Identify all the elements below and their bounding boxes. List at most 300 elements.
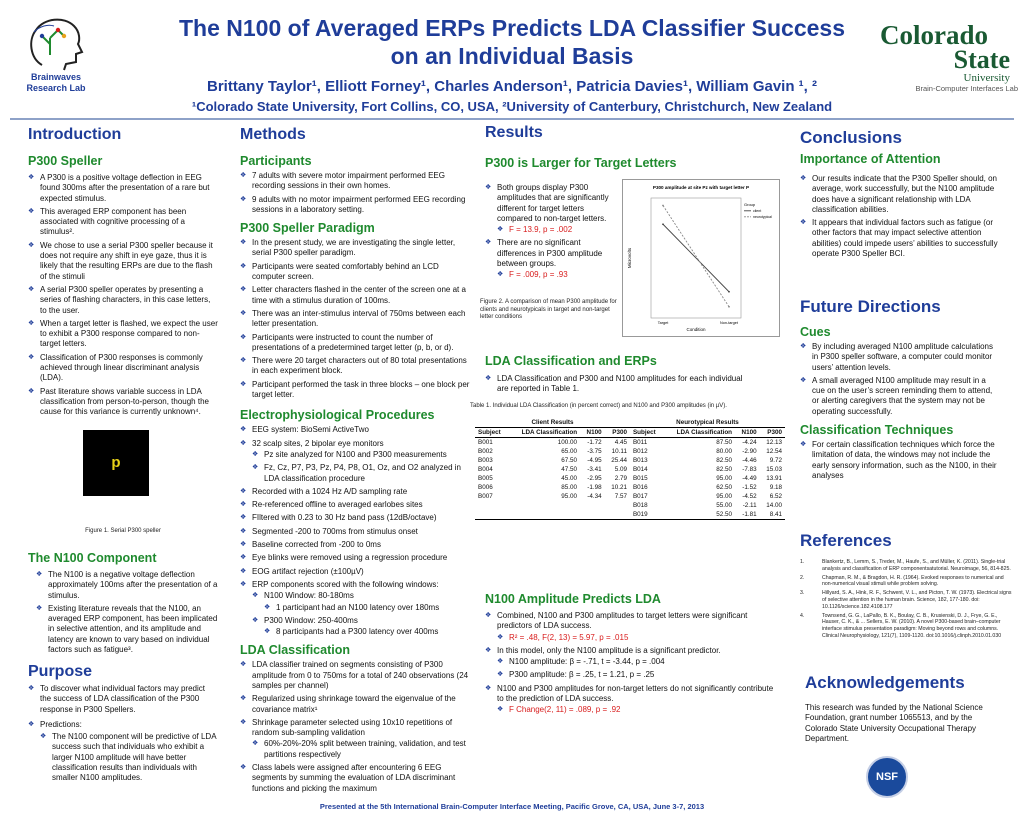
future-heading: Future Directions xyxy=(800,297,941,316)
ephys-item-text: FIltered with 0.23 to 30 Hz band pass (12dB/octave) xyxy=(252,513,437,523)
ephys-item-text: Eye blinks were removed using a regression procedure xyxy=(252,553,448,563)
table-cell: B019 xyxy=(632,511,648,518)
table-cell: B007 xyxy=(478,493,493,500)
table-cell: -4.95 xyxy=(587,457,602,464)
window-subitem xyxy=(264,627,470,637)
csu-logo-line1: Colorado xyxy=(880,20,988,50)
reference-number: 3. xyxy=(800,590,805,597)
lda-method-item xyxy=(240,718,470,760)
p300-chart-svg xyxy=(623,180,779,336)
lda-method-item-subitem xyxy=(252,739,470,760)
table-cell: -3.41 xyxy=(587,466,602,473)
attention-item xyxy=(800,218,1000,259)
table-cell: 67.50 xyxy=(561,457,578,464)
window-subitem xyxy=(264,603,470,613)
n100-item-text: The N100 is a negative voltage deflection approximately 100ms after the presentation of a stimulus. xyxy=(48,570,218,600)
table-cell: -2.11 xyxy=(742,502,757,509)
n100-sub2-item xyxy=(497,670,780,680)
table-cell xyxy=(605,510,630,520)
table-header-row xyxy=(475,428,785,438)
table-cell: 100.00 xyxy=(557,439,578,446)
table-cell: B018 xyxy=(632,502,648,509)
window-subitem-text: 8 participants had a P300 latency over 400ms xyxy=(276,627,439,637)
nsf-logo xyxy=(866,756,908,798)
table-column-header: N100 xyxy=(586,429,602,436)
references-section xyxy=(800,531,1015,642)
table-row xyxy=(475,456,785,465)
p300-results-text xyxy=(485,183,620,284)
ephys-item-text: Baseline corrected from -200 to 0ms xyxy=(252,540,381,550)
lda-erps-item xyxy=(485,374,750,395)
paradigm-item xyxy=(240,356,470,377)
table1-caption: Table 1. Individual LDA Classification (in percent correct) and N100 and P300 amplitudes (in µV). xyxy=(470,403,727,409)
n100-result-item2 xyxy=(485,646,780,681)
n100-stat3-item xyxy=(497,705,780,715)
table-cell: 87.50 xyxy=(716,439,733,446)
chart-legend-title: Group xyxy=(744,202,756,207)
table-cell: 9.72 xyxy=(769,457,782,464)
ephys-item xyxy=(240,567,470,577)
table-cell: 95.00 xyxy=(716,475,733,482)
table-column-header: Subject xyxy=(478,429,501,436)
csu-logo-line3: University xyxy=(963,72,1010,84)
ephys-item-subitem-text: Fz, Cz, P7, P3, Pz, P4, P8, O1, Oz, and O2 analyzed in LDA classification procedure xyxy=(264,463,461,483)
p300-chart xyxy=(622,179,780,337)
chart-point-neurotypical xyxy=(662,205,664,207)
table-cell: 4.45 xyxy=(614,439,627,446)
ephys-item-text: Re-referenced offline to averaged earlobes sites xyxy=(252,500,423,510)
window-subitem-text: 1 participant had an N100 latency over 180ms xyxy=(276,602,440,612)
table-cell: B013 xyxy=(632,457,648,464)
ephys-item-text: ERP components scored with the following windows: xyxy=(252,579,439,589)
attention-item-text: Our results indicate that the P300 Speller should, on average, work successfully, but the N100 amplitude does have a significant relationship with LDA classification abilities. xyxy=(812,174,997,214)
table-cell: 13.91 xyxy=(766,475,782,482)
table-cell xyxy=(580,501,605,510)
table-cell: 6.52 xyxy=(769,493,782,500)
table-cell: -4.24 xyxy=(742,439,757,446)
n100-sub1-item xyxy=(497,657,780,667)
reference-item xyxy=(800,575,1015,589)
participants-heading: Participants xyxy=(240,154,312,168)
table-cell: B004 xyxy=(478,466,493,473)
table-cell: 47.50 xyxy=(561,466,578,473)
techniques-item xyxy=(800,440,1000,481)
figure1-caption: Figure 1. Serial P300 speller xyxy=(85,528,161,534)
reference-text: Townsend, G. G., LaPallo, B. K., Boulay, C. B., Krusienski, D. J., Frye, G. E., Hauser, C. K., & ... Sellers, E. W. (2010). A novel P300-based brain–computer interface stimulus presentation paradigm: Moving beyond rows and columns. Clinical Neurophysiology, 121(7), 1109-1120. doi:10.1016/j.clinph.2010.01.030 xyxy=(822,612,1002,639)
footer: Presented at the 5th International Brain-Computer Interface Meeting, Pacific Grove, CA, USA, June 3-7, 2013 xyxy=(319,802,705,811)
cues-item-text: By including averaged N100 amplitude calculations in P300 speller software, a computer could monitor users’ attention levels. xyxy=(812,342,993,372)
cues-item xyxy=(800,342,1000,373)
predictions-item xyxy=(28,720,218,784)
p300-speller-heading: P300 Speller xyxy=(28,154,103,168)
n100-item xyxy=(36,604,218,655)
table-row xyxy=(475,510,785,520)
lda-classification-heading: LDA Classification xyxy=(240,643,350,658)
n100-result-item3 xyxy=(485,684,780,716)
cues-heading: Cues xyxy=(800,325,831,339)
table-cell: B011 xyxy=(632,439,648,446)
n100-heading: The N100 Component xyxy=(28,551,157,565)
chart-point-client xyxy=(662,223,664,225)
purpose-list xyxy=(28,684,218,715)
neuro-group-header: Neurotypical Results xyxy=(676,419,739,426)
paradigm-item xyxy=(240,333,470,354)
p300-speller-item xyxy=(28,353,218,384)
lda-method-item-text: LDA classifier trained on segments consisting of P300 amplitude from 0 to 750ms for a total of 240 observations (24 samples per channel) xyxy=(252,660,469,690)
chart-x-tick: Target xyxy=(657,321,669,325)
paradigm-item xyxy=(240,380,470,401)
table-row xyxy=(475,447,785,456)
purpose-section xyxy=(28,663,218,787)
attention-item-text: It appears that individual factors such as fatigue (or other factors that may impact selective attention abilities) could impede users’ abilities to successfully operate P300 Speller BCI. xyxy=(812,218,998,259)
chart-legend-label: client xyxy=(753,209,762,213)
n100-stat3: F Change(2, 11) = .089, p = .92 xyxy=(509,705,621,715)
participants-item-text: 9 adults with no motor impairment performed EEG recording sessions in a laboratory setting. xyxy=(252,194,466,214)
prediction-item-text: The N100 component will be predictive of LDA success such that individuals who exhibit a larger N100 amplitude will have better classification results than individuals with smaller N100 amplitudes. xyxy=(52,732,217,783)
table-column-header: P300 xyxy=(612,429,627,436)
p300-speller-item xyxy=(28,319,218,350)
n100-results-text xyxy=(485,611,780,719)
table-cell: 95.00 xyxy=(561,493,578,500)
p300-stat2: F = .009, p = .93 xyxy=(509,270,568,280)
table-cell: -4.49 xyxy=(742,475,757,482)
techniques-item-text: For certain classification techniques which force the limitation of data, the windows may not include the early sensory information, such as the N100, in their analyses xyxy=(812,440,997,480)
window-sublist xyxy=(264,603,470,613)
window-item-text: N100 Window: 80-180ms xyxy=(264,591,354,601)
ephys-item xyxy=(240,527,470,537)
paradigm-item xyxy=(240,262,470,283)
csu-logo xyxy=(880,22,1020,93)
table-cell: B005 xyxy=(478,475,493,482)
reference-item xyxy=(800,613,1015,640)
reference-text: Hillyard, S. A., Hink, R. F., Schwent, V. L., and Picton, T. W. (1973). Electrical signs of selective attention in the human brain. Science, 182, 177-180. doi: 10.1126/science.182.4108.177 xyxy=(822,590,1012,610)
table-column-header: P300 xyxy=(767,429,782,436)
reference-text: Chapman, R. M., & Bragdon, H. R. (1964). Evoked responses to numerical and non-numerical visual stimuli while problem solving. xyxy=(822,574,1004,588)
ephys-item-text: Segmented -200 to 700ms from stimulus onset xyxy=(252,526,418,536)
participants-item xyxy=(240,171,470,192)
header-divider xyxy=(10,118,1014,120)
lda-method-item-sublist xyxy=(252,739,470,760)
n100-result-text3: N100 and P300 amplitudes for non-target letters do not significantly contribute to the prediction of LDA success. xyxy=(497,683,774,704)
table-cell: -1.72 xyxy=(587,439,602,446)
n100-sub1: N100 amplitude: β = -.71, t = -3.44, p = .004 xyxy=(509,657,665,667)
ephys-item-text: EEG system: BioSemi ActiveTwo xyxy=(252,425,369,435)
n100-stat1-item xyxy=(497,633,780,643)
table-cell: 7.57 xyxy=(614,493,627,500)
paradigm-heading: P300 Speller Paradigm xyxy=(240,221,375,236)
table-cell: -1.98 xyxy=(587,484,602,491)
table-cell: B002 xyxy=(478,448,493,455)
methods-heading: Methods xyxy=(240,126,306,143)
reference-text: Blankertz, B., Lemm, S., Treder, M., Haufe, S., and Müller, K. (2011). Single-trial analysis and classification of ERP componentsatutorial. Neuroimage, 56, 814-825. xyxy=(822,559,1011,572)
table-cell: -1.81 xyxy=(742,511,757,518)
table-cell: B016 xyxy=(632,484,648,491)
prediction-item xyxy=(40,732,218,783)
table-row xyxy=(475,492,785,501)
ephys-item xyxy=(240,439,470,484)
n100-section xyxy=(28,551,218,658)
ephys-item-subitem-text: Pz site analyzed for N100 and P300 measurements xyxy=(264,449,447,459)
paradigm-item-text: Participants were instructed to count the number of presentations of a predetermined target letter (p, b, or d). xyxy=(252,332,454,352)
p300-speller-item-text: We chose to use a serial P300 speller because it does not require any shift in eye gaze, thus it is likely that the resulting ERPs are due to the flash of the stimuli xyxy=(40,240,213,281)
table-cell: 82.50 xyxy=(716,466,733,473)
lda-method-item-text: Regularized using shrinkage toward the eigenvalue of the covariance matrix¹ xyxy=(252,694,456,714)
lda-method-item xyxy=(240,694,470,715)
table-column-header: LDA Classification xyxy=(521,429,578,436)
cues-item xyxy=(800,376,1000,417)
table-cell: 65.00 xyxy=(561,448,578,455)
acknowledgements-text: This research was funded by the National Science Foundation, grant number 1065513, and by the Colorado State University Occupational Therapy Department. xyxy=(805,703,983,743)
p300-speller-item-text: A serial P300 speller operates by presenting a series of flashing characters, in this case letters, to the user. xyxy=(40,284,211,315)
paradigm-item xyxy=(240,309,470,330)
lda-method-item-text: Class labels were assigned after encountering 6 EEG segments by summing the evaluation of LDA discriminant functions and picking the maximum xyxy=(252,763,456,793)
p300-result-item xyxy=(485,183,620,235)
participants-item-text: 7 adults with severe motor impairment performed EEG recording sessions in their own homes. xyxy=(252,171,445,191)
table-cell: -4.46 xyxy=(742,457,757,464)
table-cell: 8.41 xyxy=(769,511,782,518)
ephys-item xyxy=(240,553,470,563)
table-cell: B014 xyxy=(632,466,648,473)
table-column-header: LDA Classification xyxy=(676,429,733,436)
table-cell: 15.03 xyxy=(766,466,782,473)
n100-stat1: R² = .48, F(2, 13) = 5.97, p = .015 xyxy=(509,632,629,642)
table-cell: 85.00 xyxy=(561,484,578,491)
p300-stat1: F = 13.9, p = .002 xyxy=(509,225,573,235)
methods-column xyxy=(240,126,470,797)
table-cell: 52.50 xyxy=(716,511,733,518)
p300-speller-item xyxy=(28,387,218,418)
windows-sublist xyxy=(252,591,470,637)
p300-result-text: Both groups display P300 amplitudes that are significantly different for target letters compared to non-target letters. xyxy=(497,183,609,223)
n100-sub2: P300 amplitude: β = .25, t = 1.21, p = .25 xyxy=(509,670,655,680)
paradigm-item xyxy=(240,238,470,259)
figure2-caption: Figure 2. A comparison of mean P300 amplitude for clients and neurotypicals in target and non-target letter conditions xyxy=(480,299,617,320)
chart-xlabel: Condition xyxy=(686,327,706,332)
table-cell: -3.75 xyxy=(587,448,602,455)
references-list xyxy=(800,559,1015,640)
table-cell: 45.00 xyxy=(561,475,578,482)
p300-stat1-item xyxy=(497,225,620,235)
table-cell: B017 xyxy=(632,493,648,500)
lda-erps-heading: LDA Classification and ERPs xyxy=(485,354,657,368)
table-row xyxy=(475,501,785,510)
conclusions-column xyxy=(800,128,1000,262)
table-cell: 82.50 xyxy=(716,457,733,464)
ephys-item xyxy=(240,580,470,637)
table-row xyxy=(475,474,785,483)
purpose-heading: Purpose xyxy=(28,663,93,680)
table-cell: 25.44 xyxy=(611,457,627,464)
p300-speller-item xyxy=(28,173,218,204)
table-cell: B012 xyxy=(632,448,648,455)
csu-logo-line4: Brain-Computer Interfaces Lab xyxy=(915,84,1018,93)
window-item-text: P300 Window: 250-400ms xyxy=(264,615,358,625)
paradigm-item xyxy=(240,285,470,306)
lda-table-wrapper xyxy=(475,418,785,520)
table-cell xyxy=(605,501,630,510)
reference-number: 4. xyxy=(800,612,805,619)
n100-item xyxy=(36,570,218,601)
ephys-item-text: EOG artifact rejection (±100µV) xyxy=(252,566,364,576)
ephys-item-sublist xyxy=(252,450,470,484)
table-cell: 5.09 xyxy=(614,466,627,473)
chart-legend-label: neurotypical xyxy=(753,215,772,219)
client-group-header: Client Results xyxy=(531,419,574,426)
table-column-header: Subject xyxy=(632,429,656,436)
poster-title xyxy=(125,14,899,70)
introduction-column xyxy=(28,126,218,421)
participants-list xyxy=(240,171,470,215)
reference-item xyxy=(800,590,1015,610)
window-sublist xyxy=(264,627,470,637)
p300-speller-item xyxy=(28,285,218,316)
lab-name: Brainwaves Research Lab xyxy=(26,72,86,93)
p300-speller-item-text: A P300 is a positive voltage deflection in EEG found 300ms after the presentation of a rare but expected stimulus. xyxy=(40,173,210,203)
n100-result-text1: Combined, N100 and P300 amplitudes to target letters were significant predictors of LDA success. xyxy=(497,611,748,631)
table-cell: 55.00 xyxy=(716,502,733,509)
introduction-heading: Introduction xyxy=(28,126,122,143)
chart-ylabel: Microvolts xyxy=(627,247,632,269)
paradigm-item-text: Letter characters flashed in the center of the screen one at a time with a stimulus duration of 100ms. xyxy=(252,285,466,305)
table-cell: 12.13 xyxy=(766,439,782,446)
table-cell xyxy=(475,510,509,520)
lda-list xyxy=(240,660,470,794)
lda-method-item-subitem-text: 60%-20%-20% split between training, validation, and test partitions respectively xyxy=(264,739,466,759)
predictions-list xyxy=(28,720,218,784)
table-cell: 62.50 xyxy=(716,484,733,491)
p300-speller-item xyxy=(28,207,218,238)
reference-item xyxy=(800,559,1015,573)
authors: Brittany Taylor¹, Elliott Forney¹, Charles Anderson¹, Patricia Davies¹, William Gavin ¹, ² xyxy=(207,78,817,95)
lda-method-item xyxy=(240,660,470,691)
chart-point-client xyxy=(728,291,730,293)
references-heading: References xyxy=(800,531,892,550)
p300-larger-heading: P300 is Larger for Target Letters xyxy=(485,156,677,170)
table-cell xyxy=(509,510,581,520)
techniques-heading: Classification Techniques xyxy=(800,423,954,438)
p300-speller-item-text: When a target letter is flashed, we expect the user to exhibit a P300 response compared to non-target letters. xyxy=(40,318,218,349)
chart-x-tick: Non-target xyxy=(720,321,738,325)
table-cell: 2.79 xyxy=(614,475,627,482)
attention-heading: Importance of Attention xyxy=(800,152,941,166)
p300-speller-item-text: Past literature shows variable success in LDA classification from person-to-person, though the cause for this variance is currently unknown⁴. xyxy=(40,386,209,417)
lda-erps-text xyxy=(485,374,750,398)
table-cell: B006 xyxy=(478,484,493,491)
table-cell: -7.83 xyxy=(742,466,757,473)
speller-letter: p xyxy=(111,454,121,471)
table-cell: 12.54 xyxy=(766,448,782,455)
attention-item xyxy=(800,174,1000,215)
cues-list xyxy=(800,342,1000,417)
title-line-2: on an Individual Basis xyxy=(390,43,634,69)
table-row xyxy=(475,438,785,448)
paradigm-item-text: There were 20 target characters out of 80 total presentations in each experiment block. xyxy=(252,356,467,376)
acknowledgements-section xyxy=(805,673,1005,744)
ephys-list xyxy=(240,425,470,637)
table-cell: -4.34 xyxy=(587,493,602,500)
paradigm-item-text: In the present study, we are investigating the single letter, serial P300 speller paradigm. xyxy=(252,238,456,258)
paradigm-list xyxy=(240,238,470,400)
table-cell: -4.52 xyxy=(742,493,757,500)
table-cell: 10.21 xyxy=(611,484,627,491)
n100-predicts-heading: N100 Amplitude Predicts LDA xyxy=(485,592,661,606)
lda-method-item xyxy=(240,763,470,794)
p300-speller-item-text: This averaged ERP component has been associated with cognitive processing of a stimulus². xyxy=(40,206,187,237)
table-cell xyxy=(475,501,509,510)
table-cell: 80.00 xyxy=(716,448,733,455)
ephys-item-subitem xyxy=(252,450,470,460)
conclusions-heading: Conclusions xyxy=(800,128,903,147)
reference-number: 1. xyxy=(800,559,805,565)
csu-logo-line2: State xyxy=(953,45,1010,74)
table-row xyxy=(475,465,785,474)
title-line-1: The N100 of Averaged ERPs Predicts LDA Classifier Success xyxy=(179,15,845,41)
paradigm-item-text: There was an inter-stimulus interval of 750ms between each letter presentation. xyxy=(252,308,466,329)
table-cell: B003 xyxy=(478,457,493,464)
table-cell: -1.52 xyxy=(742,484,757,491)
cues-item-text: A small averaged N100 amplitude may result in a cue on the user’s screen reminding them to attend, or alerting caregivers that the system may not be operating successfully. xyxy=(812,375,993,416)
ephys-item-text: Recorded with a 1024 Hz A/D sampling rate xyxy=(252,486,408,496)
table-cell: 10.11 xyxy=(611,448,627,455)
attention-list xyxy=(800,174,1000,259)
chart-series-line-client xyxy=(663,224,729,292)
ephys-item-text: 32 scalp sites, 2 bipolar eye monitors xyxy=(252,438,384,448)
window-item xyxy=(252,591,470,613)
p300-speller-list xyxy=(28,173,218,418)
table-cell: 95.00 xyxy=(716,493,733,500)
brainwaves-lab-logo xyxy=(20,10,90,72)
paradigm-item-text: Participants were seated comfortably behind an LCD computer screen. xyxy=(252,261,439,282)
purpose-item-text: To discover what individual factors may predict the success of LDA classification of the P300 response in P300 Spellers. xyxy=(40,684,205,714)
n100-result-text2: In this model, only the N100 amplitude is a significant predictor. xyxy=(497,645,721,655)
window-item xyxy=(252,616,470,638)
lda-erps-item-text: LDA Classification and P300 and N100 amplitudes for each individual are reported in Table 1. xyxy=(497,374,743,394)
p300-speller-item xyxy=(28,241,218,282)
table-cell: B015 xyxy=(632,475,648,482)
results-heading-text: Results xyxy=(485,124,543,141)
ephys-item xyxy=(240,500,470,510)
ephys-item xyxy=(240,487,470,497)
techniques-list xyxy=(800,440,1000,481)
p300-result-text2: There are no significant differences in P300 amplitude between groups. xyxy=(497,238,603,269)
ephys-item xyxy=(240,425,470,435)
ephys-heading: Electrophysiological Procedures xyxy=(240,408,435,423)
n100-list xyxy=(28,570,218,655)
ephys-item xyxy=(240,513,470,523)
table-cell: 14.00 xyxy=(766,502,782,509)
p300-stat2-item xyxy=(497,270,620,280)
table-cell: -2.90 xyxy=(742,448,757,455)
acknowledgements-heading: Acknowledgements xyxy=(805,673,965,692)
table-cell: B001 xyxy=(478,439,493,446)
p300-speller-item-text: Classification of P300 responses is commonly achieved through linear discriminant analysis (LDA). xyxy=(40,352,203,383)
nsf-logo-text: NSF xyxy=(876,771,898,783)
table-row xyxy=(475,483,785,492)
p300-result-item2 xyxy=(485,238,620,280)
future-column xyxy=(800,297,1000,484)
table-column-header: N100 xyxy=(741,429,757,436)
ephys-item-subitem xyxy=(252,463,470,484)
predictions-sublist xyxy=(40,732,218,783)
chart-title: P300 amplitude at site Pz with target letter P xyxy=(652,185,750,190)
chart-series-line-neurotypical xyxy=(663,206,729,307)
lda-method-item-text: Shrinkage parameter selected using 10x10 repetitions of random sub-sampling validation xyxy=(252,717,453,738)
predictions-label: Predictions: xyxy=(40,719,82,729)
lda-table xyxy=(475,418,785,520)
chart-point-neurotypical xyxy=(728,306,730,308)
n100-item-text: Existing literature reveals that the N100, an averaged ERP component, has been implicated in selective attention, and its amplitude and latency are known to vary based on individual factors such as fatigue³. xyxy=(48,603,218,655)
affiliations: ¹Colorado State University, Fort Collins, CO, USA, ²University of Canterbury, Christchurch, New Zealand xyxy=(191,99,833,114)
